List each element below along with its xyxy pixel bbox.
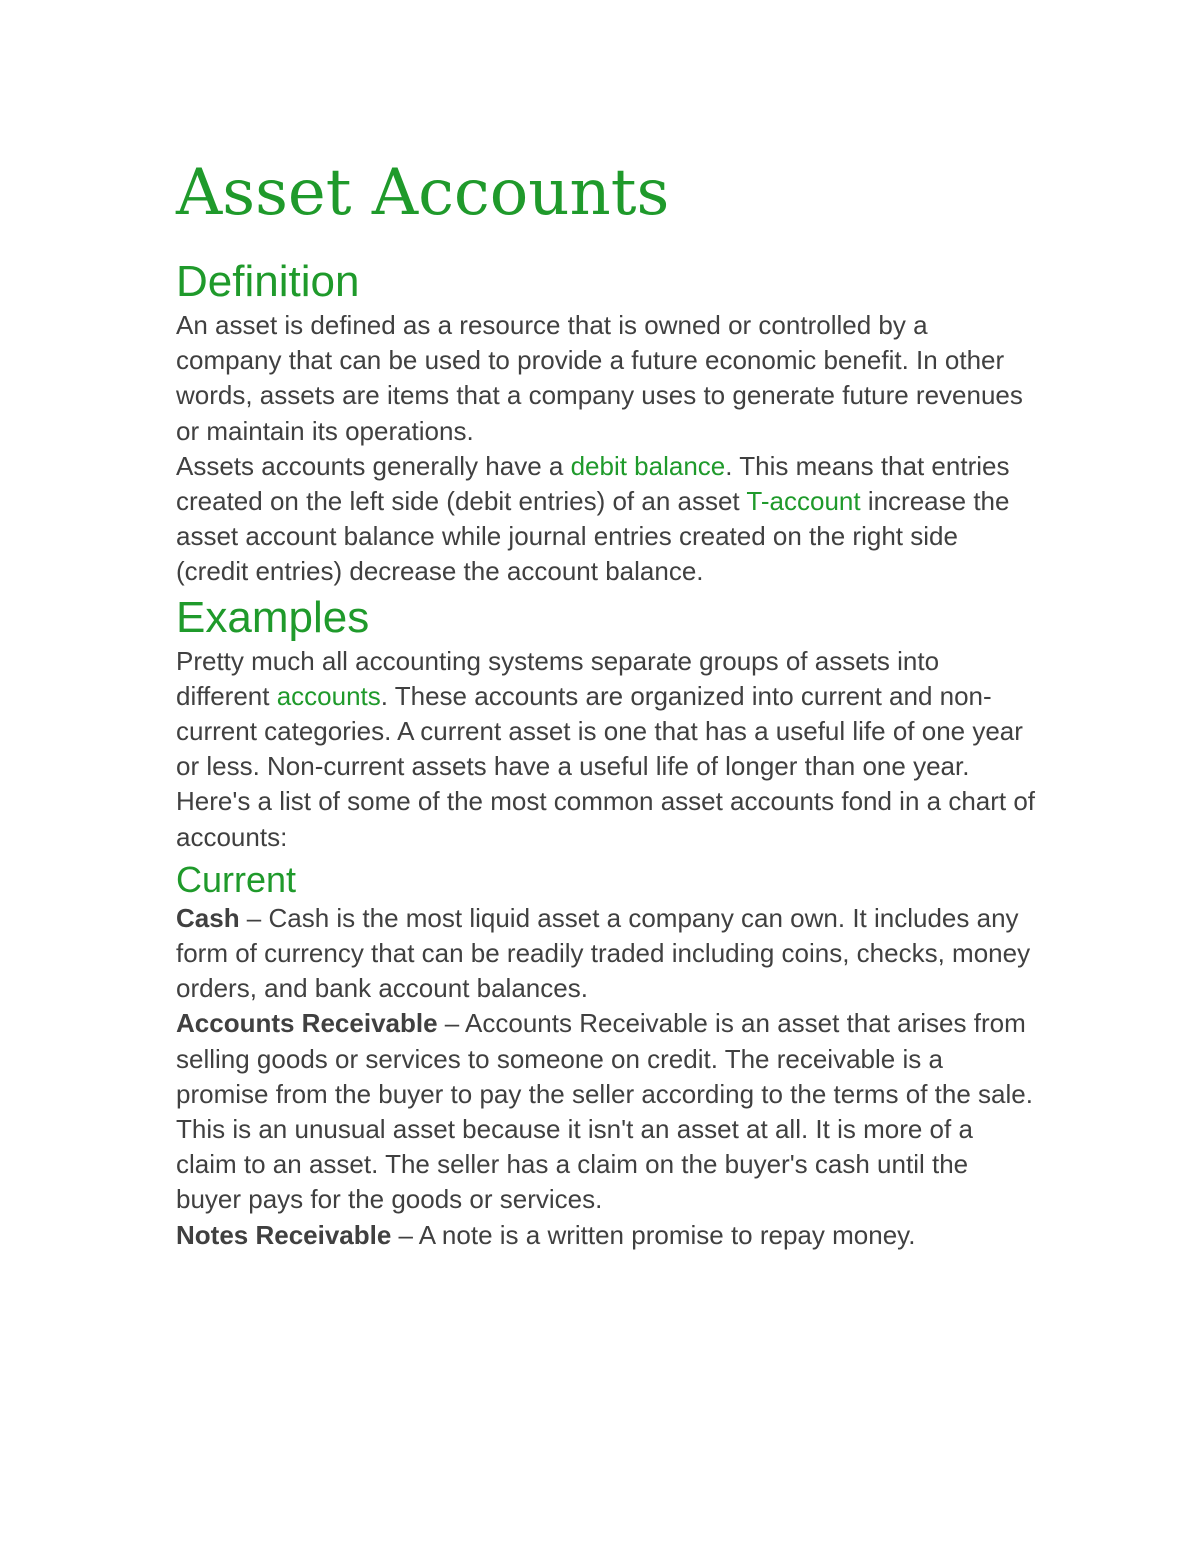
page-title: Asset Accounts bbox=[176, 156, 670, 230]
definition-heading: Definition bbox=[176, 257, 360, 306]
debit-balance-link[interactable]: debit balance bbox=[570, 450, 726, 481]
examples-text-after: . These accounts are organized into current and non-current categories. A current asset is one that has a useful life of one year or less. Non-current assets have a useful life of longer than one year. bbox=[176, 680, 1023, 782]
t-account-link[interactable]: T-account bbox=[746, 486, 861, 517]
examples-paragraph-1 bbox=[176, 644, 1036, 785]
cash-description: – Cash is the most liquid asset a company can own. It includes any form of currency that can be readily traded including coins, checks, money orders, and bank account balances. bbox=[176, 902, 1031, 1004]
document-page bbox=[176, 150, 1036, 1253]
definition-text-before: Assets accounts generally have a bbox=[176, 450, 571, 481]
notes-receivable-term: Notes Receivable bbox=[176, 1219, 392, 1250]
definition-paragraph-2 bbox=[176, 449, 1036, 590]
definition-text-after: increase the asset account balance while journal entries created on the right side (credit entries) decrease the account balance. bbox=[176, 486, 1010, 587]
examples-text-before: Pretty much all accounting systems separate groups of assets into different bbox=[176, 645, 940, 711]
definition-paragraph-1: An asset is defined as a resource that is owned or controlled by a company that can be used to provide a future economic benefit. In other words, assets are items that a company uses to generate future revenues or maintain its operations. bbox=[176, 310, 1023, 446]
accounts-receivable-description: – Accounts Receivable is an asset that arises from selling goods or services to someone on credit. The receivable is a promise from the buyer to pay the seller according to the terms of the sale. This is an unusual asset because it isn't an asset at all. It is more of a claim to an asset. The seller has a claim on the buyer's cash until the buyer pays for the goods or services. bbox=[176, 1008, 1033, 1215]
accounts-receivable-entry bbox=[176, 1006, 1036, 1217]
accounts-receivable-term: Accounts Receivable bbox=[176, 1008, 438, 1039]
accounts-link[interactable]: accounts bbox=[276, 680, 381, 711]
notes-receivable-entry bbox=[176, 1218, 1036, 1253]
definition-text-middle: . This means that entries created on the left side (debit entries) of an asset bbox=[176, 450, 1010, 517]
cash-entry bbox=[176, 901, 1036, 1007]
examples-paragraph-2: Here's a list of some of the most common asset accounts fond in a chart of accounts: bbox=[176, 786, 1036, 852]
examples-heading: Examples bbox=[176, 592, 370, 642]
notes-receivable-description: – A note is a written promise to repay money. bbox=[391, 1219, 916, 1250]
cash-term: Cash bbox=[176, 902, 240, 933]
current-heading: Current bbox=[176, 858, 297, 900]
